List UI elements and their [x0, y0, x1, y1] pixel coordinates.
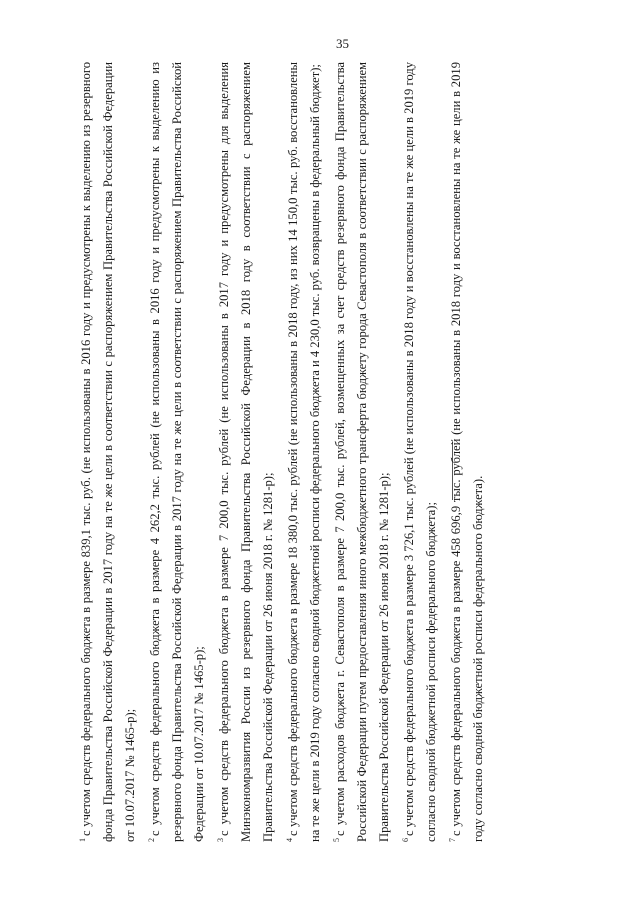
footnote-marker: 3 [216, 838, 225, 842]
footnote [210, 62, 279, 842]
footnote-text: с учетом средств федерального бюджета в размере 7 200,0 тыс. рублей (не использованы в 2017 году и предусмотрены для выделения Минэкономразвития России из резервного фонда Правительства Российской Федерации в 2018 году в соответствии с распоряжением Правительства Российской Федерации от 26 июня 2018 г. № 1281-р); [217, 62, 275, 842]
footnote [442, 62, 489, 842]
footnote-marker: 2 [147, 838, 156, 842]
footnote [395, 62, 442, 842]
footnote-text: с учетом средств федерального бюджета в размере 18 380,0 тыс. рублей (не использованы в 2018 году, из них 14 150,0 тыс. руб. восстановлены на те же цели в 2019 году согласно сводной бюджетной росписи федерального бюджета и 4 230,0 тыс. руб. возвращены в федеральный бюджет); [286, 62, 322, 842]
footnote [72, 62, 141, 842]
footnote-marker: 5 [332, 838, 341, 842]
footnote-marker: 1 [78, 838, 87, 842]
footnote-marker: 7 [448, 838, 457, 842]
footnote [326, 62, 395, 842]
footnote-marker: 6 [401, 838, 410, 842]
footnotes-block [72, 62, 489, 842]
page-number: 35 [336, 36, 349, 51]
footnote [141, 62, 210, 842]
footnote-marker: 4 [285, 838, 294, 842]
footnote-text: с учетом средств федерального бюджета в размере 3 726,1 тыс. рублей (не использованы в 2018 году и восстановлены на те же цели в 2019 году согласно сводной бюджетной росписи федерального бюджета); [402, 62, 438, 842]
footnote-text: с учетом расходов бюджета г. Севастополя в размере 7 200,0 тыс. рублей, возмещенных за счет средств резервного фонда Правительства Российской Федерации путем предоставления иного межбюджетного трансферта бюджету города Севастополя в соответствии с распоряжением Правительства Российской Федерации от 26 июня 2018 г. № 1281-р); [333, 62, 391, 842]
footnote [279, 62, 326, 842]
footnote-text: с учетом средств федерального бюджета в размере 458 696,9 тыс. рублей (не использованы в 2018 году и восстановлены на те же цели в 2019 году согласно сводной бюджетной росписи федерального бюджета). [449, 62, 485, 842]
footnote-text: с учетом средств федерального бюджета в размере 4 262,2 тыс. рублей (не использованы в 2016 году и предусмотрены к выделению из резервного фонда Правительства Российской Федерации в 2017 году на те же цели в соответствии с распоряжением Правительства Российской Федерации от 10.07.2017 № 1465-р); [148, 62, 206, 842]
footnote-text: с учетом средств федерального бюджета в размере 839,1 тыс. руб. (не использованы в 2016 году и предусмотрены к выделению из резервного фонда Правительства Российской Федерации в 2017 году на те же цели в соответствии с распоряжением Правительства Российской Федерации от 10.07.2017 № 1465-р); [79, 62, 137, 842]
